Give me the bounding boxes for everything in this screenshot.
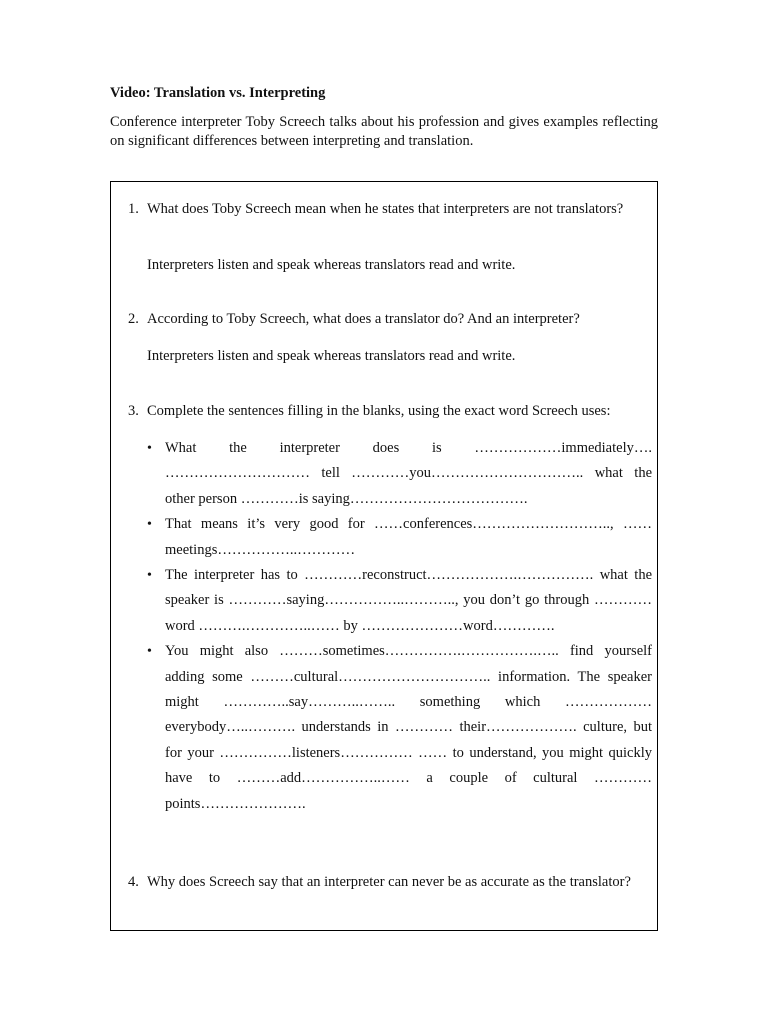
fill-in-blanks-list xyxy=(147,436,652,817)
question-3 xyxy=(128,402,640,421)
sentence-with-blanks: What the interpreter does is ………………immediately…. ………………………… tell …………you………………………….. what the other person …………is saying………………………………. xyxy=(165,440,652,507)
question-4 xyxy=(128,873,640,892)
questions-box xyxy=(110,181,658,931)
sentence-with-blanks: That means it’s very good for ……conferences……………………….., …… meetings……………..………… xyxy=(165,516,652,558)
list-item xyxy=(147,436,652,512)
question-2 xyxy=(128,310,640,329)
bullet-icon: • xyxy=(147,644,152,660)
question-number: 1. xyxy=(128,201,139,217)
question-number: 2. xyxy=(128,311,139,327)
answer-1: Interpreters listen and speak whereas translators read and write. xyxy=(147,257,516,273)
question-text: What does Toby Screech mean when he states that interpreters are not translators? xyxy=(147,201,624,217)
sentence-with-blanks: You might also ………sometimes…………….…………….….. find yourself adding some ………cultural………………………….. information. The speaker might …………..say………..…….. something which ………………everybody…..………. understands in ………… their………………. culture, but for your ……………listeners…………… …… to understand, you might quickly have to ………add……………..…… a couple of cultural …………points…………………. xyxy=(165,643,652,812)
question-number: 3. xyxy=(128,403,139,419)
question-text: Why does Screech say that an interpreter can never be as accurate as the translator? xyxy=(147,874,631,890)
list-item xyxy=(147,512,652,563)
list-item xyxy=(147,639,652,817)
sentence-with-blanks: The interpreter has to …………reconstruct……………….……………. what the speaker is …………saying……………..……….., you don’t go through …………word ……….…………..…… by …………………word…………. xyxy=(165,567,652,634)
bullet-icon: • xyxy=(147,441,152,456)
answer-2: Interpreters listen and speak whereas translators read and write. xyxy=(147,348,516,364)
list-item xyxy=(147,563,652,639)
question-1 xyxy=(128,200,640,219)
bullet-icon: • xyxy=(147,568,152,584)
question-number: 4. xyxy=(128,874,139,890)
document-title: Video: Translation vs. Interpreting xyxy=(110,85,326,101)
question-text: According to Toby Screech, what does a translator do? And an interpreter? xyxy=(147,311,580,327)
intro-paragraph: Conference interpreter Toby Screech talks about his profession and gives examples reflecting on significant differences between interpreting and translation. xyxy=(110,114,658,149)
question-text: Complete the sentences filling in the blanks, using the exact word Screech uses: xyxy=(147,403,611,419)
bullet-icon: • xyxy=(147,517,152,533)
